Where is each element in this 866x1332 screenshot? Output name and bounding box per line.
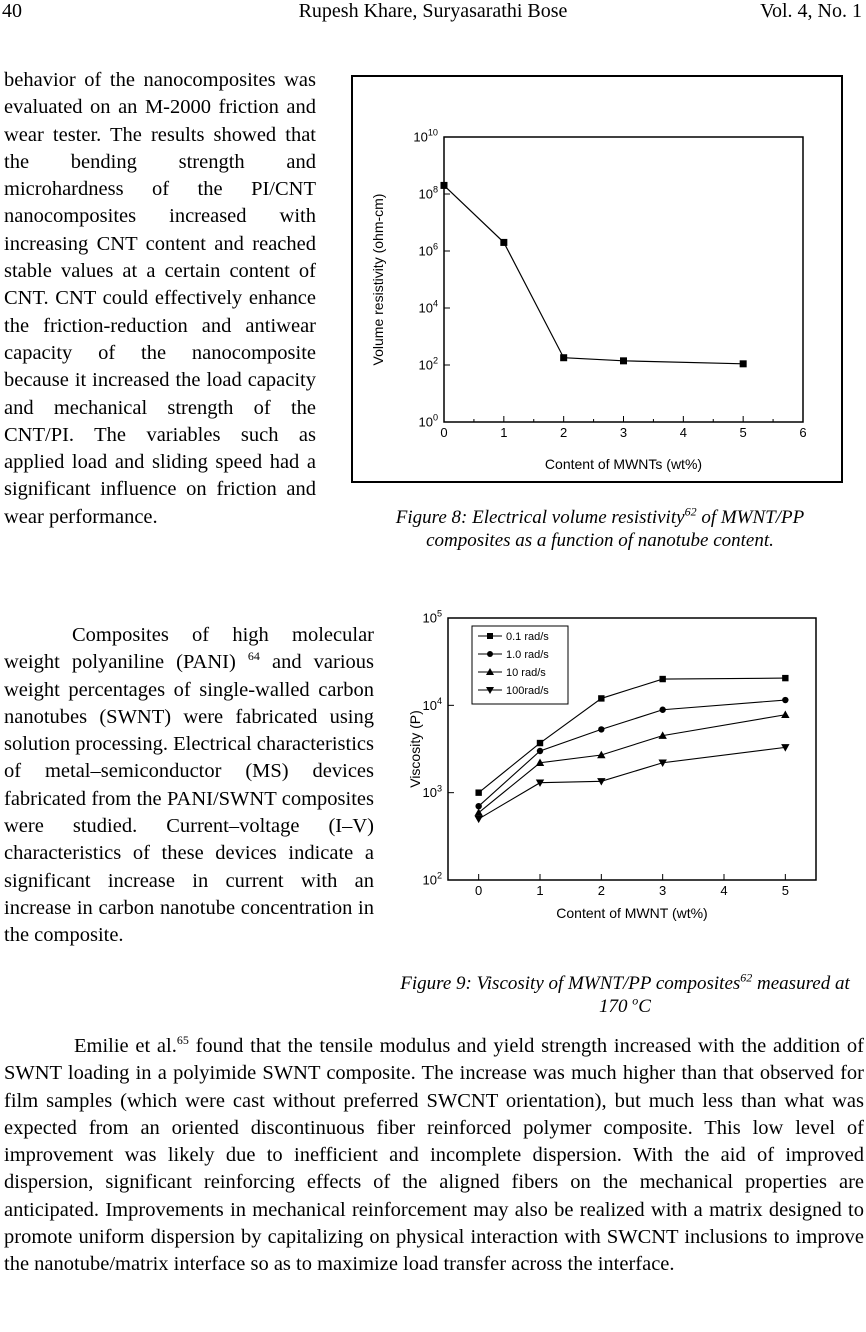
x-tick-label: 4 — [679, 425, 687, 440]
figure-8-chart — [353, 77, 841, 481]
y-axis-label: Viscosity (P) — [407, 710, 423, 788]
legend-label: 100rad/s — [506, 685, 549, 697]
legend-label: 0.1 rad/s — [506, 631, 549, 643]
legend-label: 10 rad/s — [506, 667, 546, 679]
figure-9-chart — [398, 598, 828, 928]
journal-volume: Vol. 4, No. 1 — [760, 0, 862, 22]
y-tick-label: $10^2$ — [422, 870, 442, 888]
x-tick-label: 2 — [597, 883, 605, 898]
degree-sign: o — [632, 993, 639, 1008]
citation-65: 65 — [176, 1033, 189, 1048]
x-tick-label: 0 — [440, 425, 448, 440]
y-tick-label: $10^4$ — [418, 298, 438, 316]
x-axis-label: Content of MWNTs (wt%) — [544, 456, 703, 472]
x-tick-label: 4 — [720, 883, 728, 898]
data-point — [598, 695, 604, 701]
paragraph-3-text: Emilie et al. — [74, 1035, 177, 1057]
figure-9-caption — [390, 972, 860, 1018]
x-tick-label: 3 — [659, 883, 667, 898]
series-line — [479, 747, 786, 819]
figure-8-caption-ref: 62 — [684, 504, 697, 519]
y-tick-label: $10^5$ — [422, 608, 442, 626]
data-point — [500, 239, 507, 246]
data-point — [441, 182, 448, 189]
data-point — [537, 740, 543, 746]
legend-marker — [487, 651, 493, 657]
data-point — [782, 675, 788, 681]
figure-9-caption-ref: 62 — [740, 970, 753, 985]
data-point — [537, 748, 543, 754]
data-point — [474, 816, 482, 823]
data-point — [536, 780, 544, 787]
y-tick-label: $10^8$ — [418, 184, 438, 202]
data-point — [598, 726, 604, 732]
figure-8-caption — [360, 506, 840, 552]
legend-label: 1.0 rad/s — [506, 649, 549, 661]
paragraph-2-text-2: and various weight percentages of single-walled carbon nanotubes (SWNT) were fabricated using solution processing. Electrical characteristics of metal–semiconductor (MS) devices fabricated from the PANI/SWNT composites were studied. Current–voltage (I–V) characteristics of these devices indicate a significant increase in current with an increase in carbon nanotube concentration in the composite. — [4, 651, 375, 947]
data-point — [560, 354, 567, 361]
paragraph-2-text: Composites of high molecular weight polyaniline (PANI) — [4, 624, 374, 674]
data-point — [781, 711, 789, 718]
figure-8-caption-text: Figure 8: Electrical volume resistivity — [395, 507, 685, 528]
figure-9-caption-text: Figure 9: Viscosity of MWNT/PP composites — [400, 973, 741, 994]
data-point — [782, 697, 788, 703]
y-tick-label: $10^2$ — [418, 355, 438, 373]
x-tick-label: 1 — [536, 883, 544, 898]
citation-64: 64 — [247, 649, 260, 664]
x-tick-label: 3 — [619, 425, 628, 440]
y-tick-label: $10^4$ — [422, 696, 442, 713]
data-point — [620, 357, 627, 364]
body-paragraph-2 — [4, 622, 374, 950]
page-header — [0, 0, 866, 30]
paragraph-3-text-2: found that the tensile modulus and yield strength increased with the addition of SWNT loading in a polyimide SWNT composite. The increase was much higher than that observed for film samples (which were cast without preferred SWCNT orientation), but much less than what was expected from an oriented discontinuous fiber reinforced polymer composite. This low level of improvement was likely due to inefficient and incomplete dispersion. With the aid of improved dispersion, significant reinforcing effects of the aligned fibers on the mechanical properties are anticipated. Improvements in mechanical reinforcement may also be realized with a matrix designed to promote uniform dispersion by capitalizing on physical interaction with SWCNT inclusions to improve the nanotube/matrix interface so as to maximize load transfer across the interface. — [4, 1035, 864, 1276]
body-paragraph-3 — [4, 1033, 864, 1279]
figure-8-caption-text-2: of MWNT/PP composites as a function of nanotube content. — [426, 507, 805, 551]
y-tick-label: $10^3$ — [422, 783, 442, 801]
data-point — [659, 707, 665, 713]
x-tick-label: 6 — [799, 425, 807, 440]
x-tick-label: 5 — [739, 425, 747, 440]
figure-9-caption-unit: C — [638, 996, 651, 1017]
x-tick-label: 1 — [500, 425, 508, 440]
data-point — [475, 803, 481, 809]
running-head-authors: Rupesh Khare, Suryasarathi Bose — [298, 0, 568, 22]
y-axis-label: Volume resistivity (ohm-cm) — [370, 193, 386, 366]
data-point — [740, 360, 747, 367]
legend-marker — [487, 633, 493, 639]
y-tick-label: $10^{10}$ — [413, 127, 438, 145]
x-tick-label: 0 — [475, 883, 483, 898]
plot-area — [444, 137, 803, 422]
y-tick-label: $10^0$ — [418, 412, 438, 430]
series-line — [444, 185, 743, 363]
x-axis-label: Content of MWNT (wt%) — [556, 905, 708, 921]
figure-9-caption-text-2: measured at 170 — [599, 973, 850, 1017]
x-tick-label: 5 — [781, 883, 789, 898]
page-number: 40 — [2, 0, 22, 22]
series-line — [479, 715, 786, 813]
y-tick-label: $10^6$ — [418, 241, 438, 259]
data-point — [475, 789, 481, 795]
data-point — [659, 676, 665, 682]
body-paragraph-1: behavior of the nanocomposites was evaluated on an M-2000 friction and wear tester. The results showed that the bending strength and microhardness of the PI/CNT nanocomposites increased with increasing CNT content and reached stable values at a certain content of CNT. CNT could effectively enhance the friction-reduction and antiwear capacity of the nanocomposite because it increased the load capacity and mechanical strength of the CNT/PI. The variables such as applied load and sliding speed had a significant influence on friction and wear performance. — [4, 69, 316, 528]
x-tick-label: 2 — [560, 425, 568, 440]
